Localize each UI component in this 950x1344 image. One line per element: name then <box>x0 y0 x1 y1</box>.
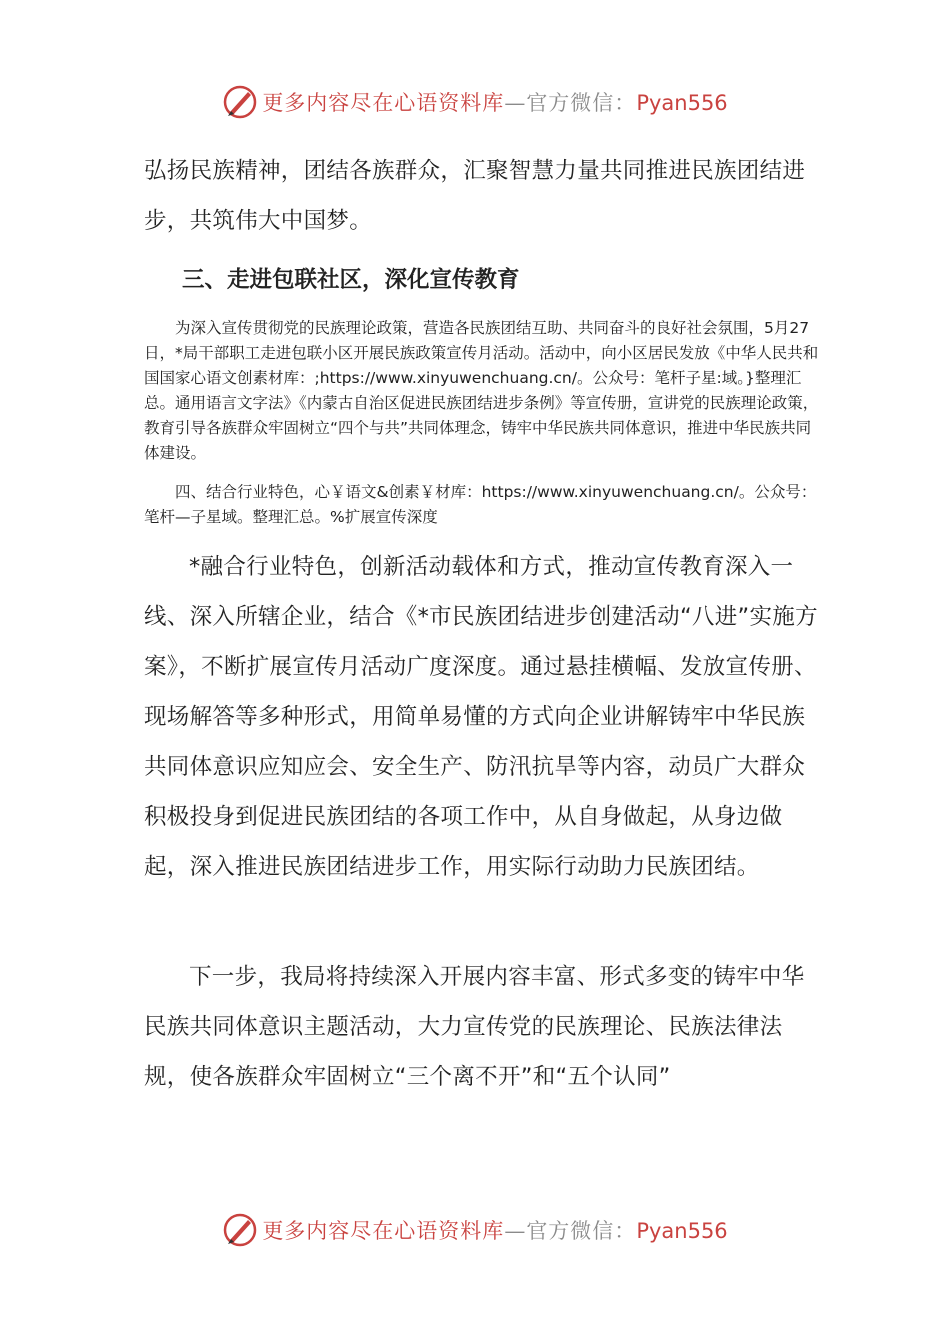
watermark-text: 更多内容尽在心语资料库—官方微信：Pyan556 <box>262 1219 728 1243</box>
paragraph-1: 弘扬民族精神，团结各族群众，汇聚智慧力量共同推进民族团结进步，共筑伟大中国梦。 <box>144 158 806 234</box>
watermark-banner-top <box>0 82 950 122</box>
pen-logo-icon <box>222 84 258 120</box>
pen-logo-icon <box>222 1212 258 1248</box>
section-heading-3: 三、走进包联社区，深化宣传教育 <box>182 267 520 293</box>
watermark-text: 更多内容尽在心语资料库—官方微信：Pyan556 <box>262 91 728 115</box>
paragraph-2: 为深入宣传贯彻党的民族理论政策，营造各民族团结互助、共同奋斗的良好社会氛围，5月27日，*局干部职工走进包联小区开展民族政策宣传月活动。活动中，向小区居民发放《中华人民共和国国家心语文创素材库：;https://www.xinyuwenchuang.cn/。公众号：笔杆子星:域。}整理汇总。通用语言文字法》《内蒙古自治区促进民族团结进步条例》等宣传册，宣讲党的民族理论政策，教育引导各族群众牢固树立“四个与共”共同体理念，铸牢中华民族共同体意识，推进中华民族共同体建设。 <box>144 319 819 462</box>
paragraph-4: *融合行业特色，创新活动载体和方式，推动宣传教育深入一线、深入所辖企业，结合《*市民族团结进步创建活动“八进”实施方案》，不断扩展宣传月活动广度深度。通过悬挂横幅、发放宣传册、现场解答等多种形式，用简单易懂的方式向企业讲解铸牢中华民族共同体意识应知应会、安全生产、防汛抗旱等内容，动员广大群众积极投身到促进民族团结的各项工作中，从自身做起，从身边做起，深入推进民族团结进步工作，用实际行动助力民族团结。 <box>144 554 818 880</box>
paragraph-5: 下一步，我局将持续深入开展内容丰富、形式多变的铸牢中华民族共同体意识主题活动，大力宣传党的民族理论、民族法律法规，使各族群众牢固树立“三个离不开”和“五个认同” <box>144 964 805 1090</box>
section-heading-4: 四、结合行业特色，心￥语文&创素￥材库：https://www.xinyuwenchuang.cn/。公众号：笔杆—子星域。整理汇总。%扩展宣传深度 <box>144 483 817 526</box>
watermark-banner-bottom <box>0 1210 950 1250</box>
